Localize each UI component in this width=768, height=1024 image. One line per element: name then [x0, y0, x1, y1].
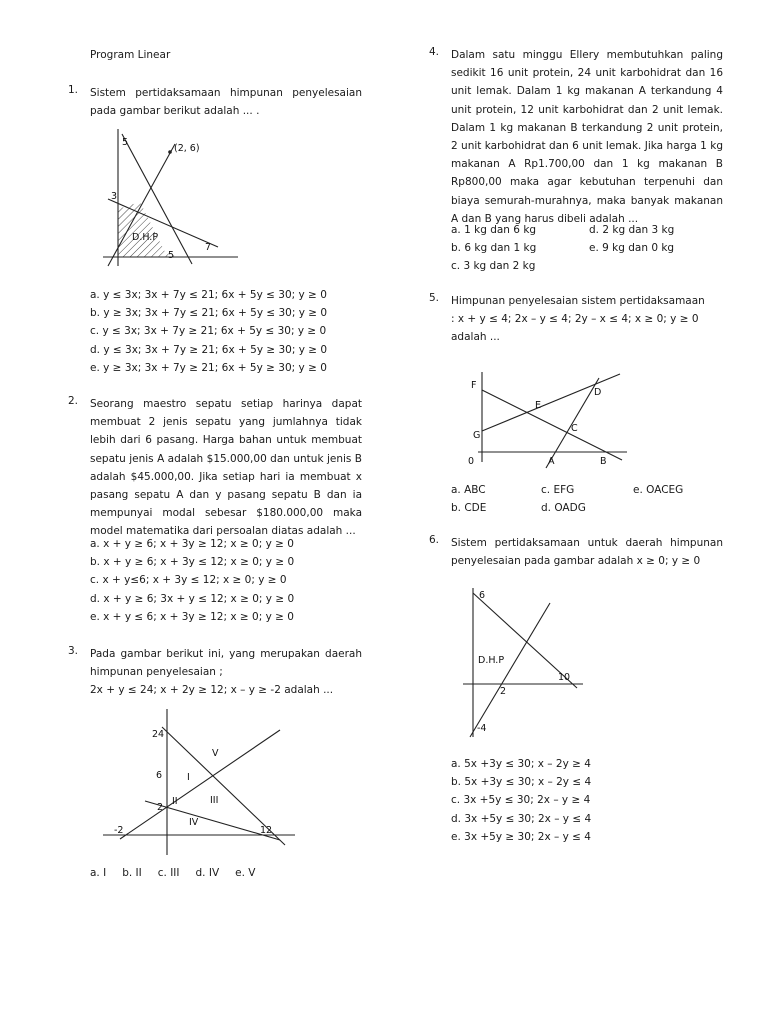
label-region: D.H.P — [478, 655, 505, 666]
line-x-y-2 — [120, 730, 280, 839]
label-region: D.H.P — [132, 232, 159, 243]
label-y6: 6 — [479, 590, 486, 601]
option-c[interactable]: c. x + y≤6; x + 3y ≤ 12; x ≥ 0; y ≥ 0 — [90, 574, 287, 587]
options-q4 — [451, 221, 689, 276]
label-x10: 10 — [558, 672, 571, 683]
question-text: Dalam satu minggu Ellery membutuhkan paling sedikit 16 unit protein, 24 unit karbohidrat dan 16 unit lemak. Dalam 1 kg makanan A terkandung 4 unit protein, 12 unit karbohidrat dan 2 unit lemak. Dalam 1 kg makanan B terkandung 2 unit protein, 2 unit karbohidrat dan 6 unit lemak. Jika harga 1 kg makanan A Rp1.700,00 dan 1 kg makanan B Rp800,00 maka agar kebutuhan terpenuhi dan biaya semurah-murahnya, maka banyak makanan A dan B yang harus dibeli adalah ... — [451, 49, 723, 225]
page-title: Program Linear — [90, 49, 171, 61]
question-inequalities: 2x + y ≤ 24; x + 2y ≥ 12; x – y ≥ -2 adalah ... — [90, 684, 334, 697]
region-V: V — [212, 748, 219, 759]
question-5 — [429, 292, 723, 347]
options-q5 — [451, 481, 723, 517]
label-ym4: -4 — [477, 723, 487, 734]
label-y2: 2 — [157, 802, 164, 813]
line-2y-x-4 — [482, 374, 620, 431]
question-6 — [429, 534, 723, 570]
options-q1 — [90, 286, 327, 377]
option-e[interactable]: e. 3x +5y ≥ 30; 2x – y ≤ 4 — [451, 830, 591, 843]
question-number: 3. — [68, 645, 79, 657]
label-x5: 5 — [168, 250, 175, 261]
option-b[interactable]: b. CDE — [451, 502, 487, 515]
question-3 — [68, 645, 362, 700]
label-B: B — [600, 456, 607, 467]
option-e[interactable]: e. y ≥ 3x; 3x + 7y ≥ 21; 6x + 5y ≥ 30; y ≥ 0 — [90, 361, 327, 374]
label-A: A — [548, 456, 555, 467]
question-text: Sistem pertidaksamaan himpunan penyelesaian pada gambar berikut adalah ... . — [90, 87, 362, 118]
option-a[interactable]: a. ABC — [451, 484, 486, 496]
option-b[interactable]: b. y ≥ 3x; 3x + 7y ≤ 21; 6x + 5y ≤ 30; y ≥ 0 — [90, 307, 328, 320]
question-1 — [68, 84, 362, 120]
option-d[interactable]: d. x + y ≥ 6; 3x + y ≤ 12; x ≥ 0; y ≥ 0 — [90, 592, 295, 605]
figure-q1-graph — [100, 124, 240, 269]
option-b[interactable]: b. 6 kg dan 1 kg — [451, 242, 537, 255]
label-xm2: -2 — [114, 825, 124, 836]
line-2x-y-4 — [470, 603, 550, 737]
label-C: C — [571, 423, 578, 434]
question-number: 2. — [68, 395, 79, 407]
label-y24: 24 — [152, 729, 165, 740]
label-G: G — [473, 430, 481, 441]
option-d[interactable]: d. OADG — [541, 502, 586, 515]
options-q3 — [90, 864, 255, 882]
option-e[interactable]: e. x + y ≤ 6; x + 3y ≥ 12; x ≥ 0; y ≥ 0 — [90, 610, 294, 623]
question-inequalities: : x + y ≤ 4; 2x – y ≤ 4; 2y – x ≤ 4; x ≥ 0; y ≥ 0 — [451, 313, 699, 326]
option-a[interactable]: a. 5x +3y ≤ 30; x – 2y ≥ 4 — [451, 758, 591, 770]
region-II: II — [172, 796, 178, 807]
label-x7: 7 — [205, 242, 212, 253]
option-b[interactable]: b. II — [122, 867, 142, 879]
question-number: 5. — [429, 292, 440, 304]
region-III: III — [210, 795, 219, 806]
label-E: E — [535, 400, 542, 411]
region-I: I — [187, 772, 190, 783]
option-c[interactable]: c. EFG — [541, 484, 575, 496]
options-q2 — [90, 535, 294, 626]
option-b[interactable]: b. 5x +3y ≤ 30; x – 2y ≤ 4 — [451, 776, 592, 789]
region-IV: IV — [189, 817, 199, 828]
option-d[interactable]: d. 2 kg dan 3 kg — [589, 224, 675, 236]
question-number: 1. — [68, 84, 79, 96]
option-c[interactable]: c. 3 kg dan 2 kg — [451, 260, 536, 273]
option-b[interactable]: b. x + y ≥ 6; x + 3y ≤ 12; x ≥ 0; y ≥ 0 — [90, 556, 295, 569]
option-a[interactable]: a. I — [90, 867, 107, 879]
question-text: Seorang maestro sepatu setiap harinya dapat membuat 2 jenis sepatu yang jumlahnya tidak lebih dari 6 pasang. Harga bahan untuk membuat sepatu jenis A adalah $15.000,00 dan untuk jenis B adalah $45.000,00. Jika setiap hari ia membuat x pasang sepatu A dan y pasang sepatu B dan ia mempunyai modal sebesar $180.000,00 maka model matematika dari persoalan diatas adalah ... — [90, 398, 362, 538]
option-c[interactable]: c. 3x +5y ≤ 30; 2x – y ≥ 4 — [451, 794, 591, 807]
option-a[interactable]: a. 1 kg dan 6 kg — [451, 224, 537, 236]
option-e[interactable]: e. 9 kg dan 0 kg — [589, 242, 675, 255]
point-marker — [168, 150, 172, 154]
option-a[interactable]: a. x + y ≥ 6; x + 3y ≥ 12; x ≥ 0; y ≥ 0 — [90, 538, 294, 550]
question-text: Himpunan penyelesaian sistem pertidaksamaan — [451, 295, 705, 307]
label-y3: 3 — [111, 191, 118, 202]
shaded-region — [118, 202, 178, 257]
question-text: Sistem pertidaksamaan untuk daerah himpunan penyelesaian pada gambar adalah x ≥ 0; y ≥ 0 — [451, 537, 723, 568]
label-F: F — [471, 380, 477, 391]
option-c[interactable]: c. III — [157, 867, 180, 879]
options-q6 — [451, 755, 591, 846]
option-d[interactable]: d. y ≤ 3x; 3x + 7y ≥ 21; 6x + 5y ≥ 30; y ≥ 0 — [90, 343, 328, 356]
option-c[interactable]: c. y ≤ 3x; 3x + 7y ≥ 21; 6x + 5y ≤ 30; y ≥ 0 — [90, 325, 327, 338]
figure-q3-graph — [100, 705, 300, 860]
label-point: (2, 6) — [174, 143, 200, 154]
question-text: Pada gambar berikut ini, yang merupakan daerah himpunan penyelesaian ; — [90, 648, 362, 679]
line-x-y-4 — [482, 390, 622, 460]
option-d[interactable]: d. 3x +5y ≤ 30; 2x – y ≤ 4 — [451, 812, 592, 825]
label-D: D — [594, 387, 602, 398]
option-e[interactable]: e. OACEG — [633, 484, 684, 496]
label-x12: 12 — [260, 825, 273, 836]
label-x2: 2 — [500, 686, 507, 697]
option-a[interactable]: a. y ≤ 3x; 3x + 7y ≤ 21; 6x + 5y ≤ 30; y ≥ 0 — [90, 289, 327, 301]
question-prompt: adalah ... — [451, 331, 500, 344]
label-y5: 5 — [122, 137, 129, 148]
option-e[interactable]: e. V — [235, 867, 256, 879]
question-2 — [68, 395, 362, 541]
question-4 — [429, 46, 723, 228]
figure-q6-graph — [455, 585, 595, 745]
figure-q5-graph — [462, 364, 632, 474]
option-d[interactable]: d. IV — [195, 867, 220, 879]
question-number: 4. — [429, 46, 440, 58]
question-number: 6. — [429, 534, 440, 546]
label-O: 0 — [468, 456, 475, 467]
label-y6: 6 — [156, 770, 163, 781]
